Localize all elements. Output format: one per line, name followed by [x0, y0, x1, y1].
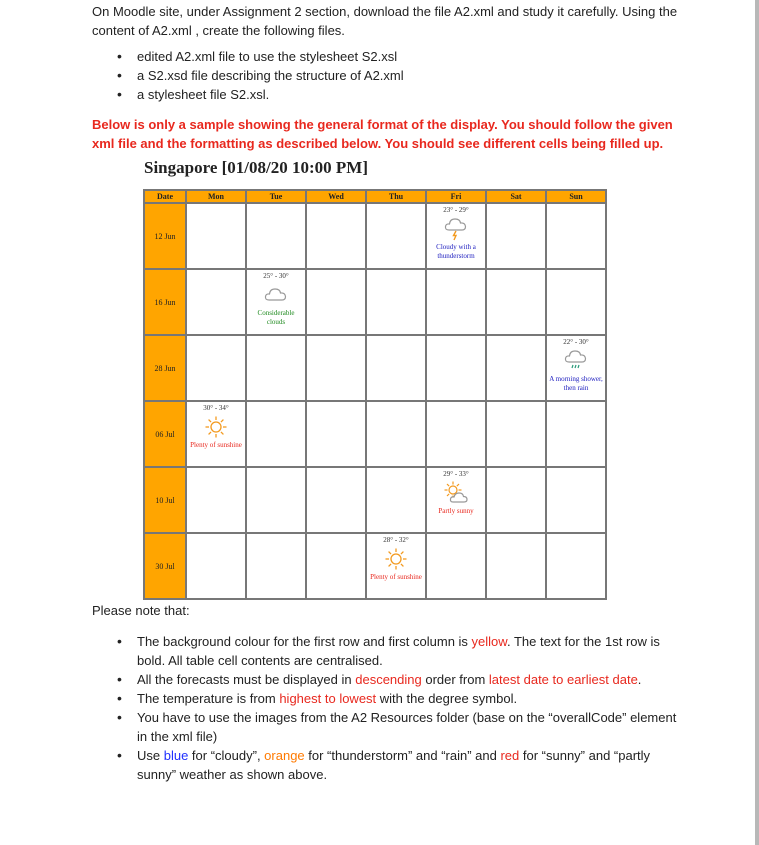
forecast-cell — [426, 467, 486, 533]
forecast-description: Partly sunny — [438, 507, 474, 515]
column-header: Thu — [366, 190, 426, 203]
empty-cell — [546, 269, 606, 335]
column-header: Tue — [246, 190, 306, 203]
highlighted-term: orange — [264, 748, 305, 763]
list-item: • a stylesheet file S2.xsl. — [137, 85, 404, 104]
empty-cell — [426, 533, 486, 599]
weather-calendar-table — [143, 189, 607, 600]
empty-cell — [486, 269, 546, 335]
note-text: You have to use the images from the A2 Resources folder (base on the “overallCode” element in the xml file) — [137, 710, 677, 744]
temperature-range: 30° - 34° — [203, 404, 229, 412]
page-edge-scrollbar[interactable] — [755, 0, 759, 845]
forecast-cell — [546, 335, 606, 401]
temperature-range: 25° - 30° — [263, 272, 289, 280]
note-text: The background colour for the first row and first column is — [137, 634, 472, 649]
column-header: Sun — [546, 190, 606, 203]
temperature-range: 29° - 33° — [443, 470, 469, 478]
sample-note: Below is only a sample showing the general format of the display. You should follow the given xml file and the formatting as described below. You should see different cells being filled up. — [92, 117, 673, 151]
empty-cell — [486, 467, 546, 533]
highlighted-term: blue — [163, 748, 189, 763]
empty-cell — [246, 335, 306, 401]
row-date-header: 10 Jul — [144, 467, 186, 533]
empty-cell — [426, 335, 486, 401]
empty-cell — [186, 269, 246, 335]
list-item — [137, 746, 677, 784]
empty-cell — [306, 401, 366, 467]
empty-cell — [366, 401, 426, 467]
empty-cell — [486, 401, 546, 467]
row-date-header: 12 Jun — [144, 203, 186, 269]
empty-cell — [546, 467, 606, 533]
rain-cloud-icon — [563, 349, 589, 373]
temperature-range: 22° - 30° — [563, 338, 589, 346]
row-date-header: 16 Jun — [144, 269, 186, 335]
forecast-cell — [246, 269, 306, 335]
forecast-description: Considerable clouds — [257, 309, 295, 326]
row-date-header: 30 Jul — [144, 533, 186, 599]
table-row — [144, 335, 606, 401]
empty-cell — [366, 335, 426, 401]
table-row — [144, 401, 606, 467]
empty-cell — [366, 467, 426, 533]
table-header-row — [144, 190, 606, 203]
note-text: for “thunderstorm” and “rain” and — [304, 748, 501, 763]
empty-cell — [306, 335, 366, 401]
list-item — [137, 689, 677, 708]
note-text: Use — [137, 748, 164, 763]
note-text: for “sunny” and “partly sunny” weather as shown above. — [137, 748, 651, 782]
empty-cell — [546, 533, 606, 599]
note-text: The temperature is from — [137, 691, 280, 706]
note-text: order from — [421, 672, 489, 687]
list-item: • a S2.xsd file describing the structure of A2.xml — [137, 66, 404, 85]
note-text: All the forecasts must be displayed in — [137, 672, 356, 687]
table-row — [144, 269, 606, 335]
empty-cell — [186, 335, 246, 401]
required-files-list — [137, 47, 404, 104]
empty-cell — [186, 467, 246, 533]
empty-cell — [366, 269, 426, 335]
empty-cell — [306, 533, 366, 599]
empty-cell — [426, 401, 486, 467]
table-row — [144, 203, 606, 269]
thunderstorm-cloud-icon — [443, 217, 469, 241]
column-header: Date — [144, 190, 186, 203]
note-text: for “cloudy”, — [188, 748, 265, 763]
empty-cell — [246, 467, 306, 533]
table-row — [144, 467, 606, 533]
temperature-range: 28° - 32° — [383, 536, 409, 544]
temperature-range: 23° - 29° — [443, 206, 469, 214]
empty-cell — [306, 203, 366, 269]
forecast-description: Cloudy with a thunderstorm — [436, 243, 476, 260]
empty-cell — [246, 203, 306, 269]
sun-icon — [203, 415, 229, 439]
empty-cell — [246, 533, 306, 599]
highlighted-term: latest date to earliest date — [488, 672, 638, 687]
table-row — [144, 533, 606, 599]
forecast-description: Plenty of sunshine — [190, 441, 242, 449]
highlighted-term: red — [500, 748, 520, 763]
forecast-cell — [366, 533, 426, 599]
list-item — [137, 670, 677, 689]
empty-cell — [546, 401, 606, 467]
note-text: with the degree symbol. — [376, 691, 518, 706]
list-item: • edited A2.xml file to use the stylesheet S2.xsl — [137, 47, 404, 66]
intro-paragraph: On Moodle site, under Assignment 2 section, download the file A2.xml and study it carefully. Using the content of A2.xml , create the following files. — [92, 4, 678, 38]
empty-cell — [306, 269, 366, 335]
list-item — [137, 632, 677, 670]
column-header: Sat — [486, 190, 546, 203]
empty-cell — [546, 203, 606, 269]
empty-cell — [186, 533, 246, 599]
empty-cell — [486, 335, 546, 401]
table-caption: Singapore [01/08/20 10:00 PM] — [144, 158, 368, 177]
empty-cell — [486, 533, 546, 599]
cloud-icon — [263, 283, 289, 307]
row-date-header: 06 Jul — [144, 401, 186, 467]
empty-cell — [486, 203, 546, 269]
note-text: . The text for the 1st row is bold. All table cell contents are centralised. — [137, 634, 660, 668]
partly-sunny-icon — [443, 481, 469, 505]
list-item — [137, 708, 677, 746]
forecast-cell — [186, 401, 246, 467]
empty-cell — [306, 467, 366, 533]
highlighted-term: yellow — [471, 634, 507, 649]
forecast-cell — [426, 203, 486, 269]
highlighted-term: highest to lowest — [279, 691, 377, 706]
empty-cell — [366, 203, 426, 269]
empty-cell — [186, 203, 246, 269]
requirements-list — [137, 632, 677, 784]
sun-icon — [383, 547, 409, 571]
row-date-header: 28 Jun — [144, 335, 186, 401]
forecast-description: Plenty of sunshine — [370, 573, 422, 581]
column-header: Fri — [426, 190, 486, 203]
empty-cell — [246, 401, 306, 467]
highlighted-term: descending — [355, 672, 422, 687]
column-header: Wed — [306, 190, 366, 203]
column-header: Mon — [186, 190, 246, 203]
note-text: . — [637, 672, 642, 687]
please-note-heading: Please note that: — [92, 603, 190, 618]
forecast-description: A morning shower, then rain — [549, 375, 603, 392]
empty-cell — [426, 269, 486, 335]
